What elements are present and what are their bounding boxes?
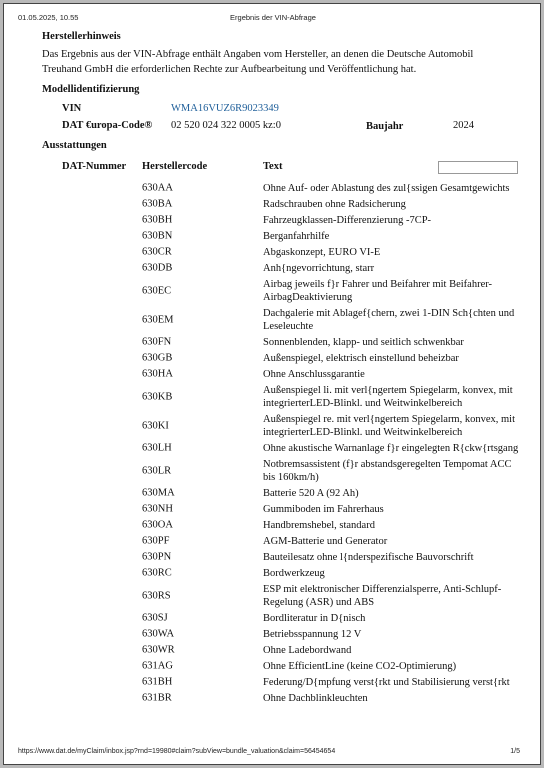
- table-row: [4, 411, 541, 440]
- text-cell: Gummiboden im Fahrerhaus: [263, 503, 384, 515]
- table-row: [4, 565, 541, 581]
- table-row: [4, 626, 541, 642]
- herstellercode-cell: 631AG: [142, 660, 173, 672]
- hinweis-text: Das Ergebnis aus der VIN-Abfrage enthält Angaben vom Hersteller, an denen die Deutsche Automobil Treuhand GmbH die erforderlichen Rechte zur Aufbearbeitung und Veröffentlichung hat.: [42, 49, 474, 75]
- herstellercode-cell: 630FN: [142, 336, 172, 348]
- herstellercode-cell: 630RC: [142, 567, 172, 579]
- table-row: [4, 276, 541, 305]
- herstellercode-cell: 630KI: [142, 420, 169, 431]
- document-page: [3, 3, 541, 765]
- text-cell: Bauteilesatz ohne l{nderspezifische Bauvorschrift: [263, 551, 474, 563]
- table-row: [4, 350, 541, 366]
- col-dat-nummer: DAT-Nummer: [62, 161, 127, 172]
- table-row: [4, 305, 541, 334]
- herstellercode-cell: 630WA: [142, 628, 175, 640]
- herstellercode-cell: 630NH: [142, 503, 173, 515]
- text-cell: Ohne Dachblinkleuchten: [263, 692, 368, 704]
- ausstattungen-table: [4, 180, 541, 706]
- text-cell: Fahrzeugklassen-Differenzierung -7CP-: [263, 214, 432, 226]
- herstellercode-cell: 630KB: [142, 391, 173, 402]
- text-cell: Bordliteratur in D{nisch: [263, 612, 366, 624]
- col-herstellercode: Herstellercode: [142, 161, 208, 172]
- herstellercode-cell: 631BH: [142, 676, 173, 688]
- footer-url: https://www.dat.de/myClaim/inbox.jsp?rnd=19980#claim?subView=bundle_valuation&claim=56454654: [18, 748, 336, 755]
- text-cell: ESP mit elektronischer Differenzialsperre, Anti-Schlupf-Regelung (ASR) und ABS: [263, 583, 502, 608]
- print-date: 01.05.2025, 10.55: [18, 13, 79, 22]
- herstellercode-cell: 630SJ: [142, 612, 168, 624]
- vin-label: VIN: [62, 103, 82, 114]
- table-row: [4, 674, 541, 690]
- dat-code-value: 02 520 024 322 0005 kz:0: [171, 120, 281, 131]
- baujahr-value: 2024: [453, 120, 474, 131]
- herstellercode-cell: 630CR: [142, 246, 172, 258]
- table-row: [4, 196, 541, 212]
- table-row: [4, 334, 541, 350]
- text-cell: Anh{ngevorrichtung, starr: [263, 262, 375, 274]
- text-cell: Batterie 520 A (92 Ah): [263, 487, 359, 499]
- herstellercode-cell: 630BA: [142, 198, 173, 210]
- text-cell: Dachgalerie mit Ablagef{chern, zwei 1-DIN Sch{chten und Leseleuchte: [263, 307, 515, 332]
- text-cell: Radschrauben ohne Radsicherung: [263, 198, 406, 210]
- herstellercode-cell: 630GB: [142, 352, 173, 364]
- text-cell: Außenspiegel re. mit verl{ngertem Spiegelarm, konvex, mit integrierterLED-Blinkl. und Weitwinkelbereich: [263, 413, 516, 438]
- table-row: [4, 658, 541, 674]
- text-cell: AGM-Batterie und Generator: [263, 535, 388, 547]
- table-row: [4, 228, 541, 244]
- herstellercode-cell: 631BR: [142, 692, 172, 704]
- text-cell: Betriebsspannung 12 V: [263, 628, 362, 640]
- herstellercode-cell: 630OA: [142, 519, 173, 531]
- herstellercode-cell: 630BN: [142, 230, 173, 242]
- text-cell: Ohne akustische Warnanlage f}r eingelegten R{ckw{rtsgang: [263, 442, 519, 454]
- table-row: [4, 501, 541, 517]
- table-row: [4, 533, 541, 549]
- table-row: [4, 456, 541, 485]
- table-filter-input[interactable]: [438, 161, 518, 174]
- herstellercode-cell: 630WR: [142, 644, 175, 656]
- table-row: [4, 610, 541, 626]
- text-cell: Ohne EfficientLine (keine CO2-Optimierung): [263, 660, 457, 672]
- table-row: [4, 642, 541, 658]
- herstellercode-cell: 630AA: [142, 182, 173, 194]
- text-cell: Sonnenblenden, klapp- und seitlich schwenkbar: [263, 336, 464, 348]
- vin-value[interactable]: WMA16VUZ6R9023349: [171, 103, 279, 114]
- herstellercode-cell: 630LH: [142, 442, 172, 454]
- hinweis-heading: Herstellerhinweis: [42, 31, 121, 42]
- baujahr-label: Baujahr: [366, 121, 404, 132]
- text-cell: Außenspiegel li. mit verl{ngertem Spiegelarm, konvex, mit integrierterLED-Blinkl. und Weitwinkelbereich: [263, 384, 513, 409]
- table-row: [4, 485, 541, 501]
- herstellercode-cell: 630EC: [142, 285, 172, 296]
- herstellercode-cell: 630DB: [142, 262, 173, 274]
- modell-heading: Modellidentifizierung: [42, 84, 140, 95]
- text-cell: Berganfahrhilfe: [263, 230, 330, 242]
- print-title: Ergebnis der VIN-Abfrage: [230, 13, 316, 22]
- table-row: [4, 581, 541, 610]
- table-row: [4, 212, 541, 228]
- text-cell: Abgaskonzept, EURO VI-E: [263, 246, 381, 258]
- table-row: [4, 382, 541, 411]
- table-row: [4, 180, 541, 196]
- text-cell: Außenspiegel, elektrisch einstellund beheizbar: [263, 352, 459, 364]
- herstellercode-cell: 630PF: [142, 535, 170, 547]
- ausstattungen-heading: Ausstattungen: [42, 140, 107, 151]
- herstellercode-cell: 630MA: [142, 487, 175, 499]
- table-row: [4, 366, 541, 382]
- herstellercode-cell: 630PN: [142, 551, 172, 563]
- herstellercode-cell: 630RS: [142, 590, 171, 601]
- herstellercode-cell: 630LR: [142, 465, 172, 476]
- table-row: [4, 440, 541, 456]
- text-cell: Handbremshebel, standard: [263, 519, 375, 531]
- herstellercode-cell: 630BH: [142, 214, 173, 226]
- text-cell: Notbremsassistent (f}r abstandsgeregelten Tempomat ACC bis 160km/h): [263, 458, 512, 483]
- text-cell: Ohne Anschlussgarantie: [263, 368, 365, 380]
- footer-page-number: 1/5: [510, 748, 520, 755]
- table-row: [4, 549, 541, 565]
- text-cell: Federung/D{mpfung verst{rkt und Stabilisierung verst{rkt: [263, 676, 510, 688]
- herstellercode-cell: 630HA: [142, 368, 173, 380]
- table-row: [4, 244, 541, 260]
- col-text: Text: [263, 161, 283, 172]
- table-row: [4, 690, 541, 706]
- text-cell: Ohne Auf- oder Ablastung des zul{ssigen Gesamtgewichts: [263, 182, 510, 194]
- table-row: [4, 517, 541, 533]
- text-cell: Ohne Ladebordwand: [263, 644, 352, 656]
- text-cell: Bordwerkzeug: [263, 567, 325, 579]
- herstellercode-cell: 630EM: [142, 314, 174, 325]
- text-cell: Airbag jeweils f}r Fahrer und Beifahrer mit Beifahrer-AirbagDeaktivierung: [263, 278, 493, 303]
- table-row: [4, 260, 541, 276]
- dat-code-label: DAT €uropa-Code®: [62, 120, 153, 131]
